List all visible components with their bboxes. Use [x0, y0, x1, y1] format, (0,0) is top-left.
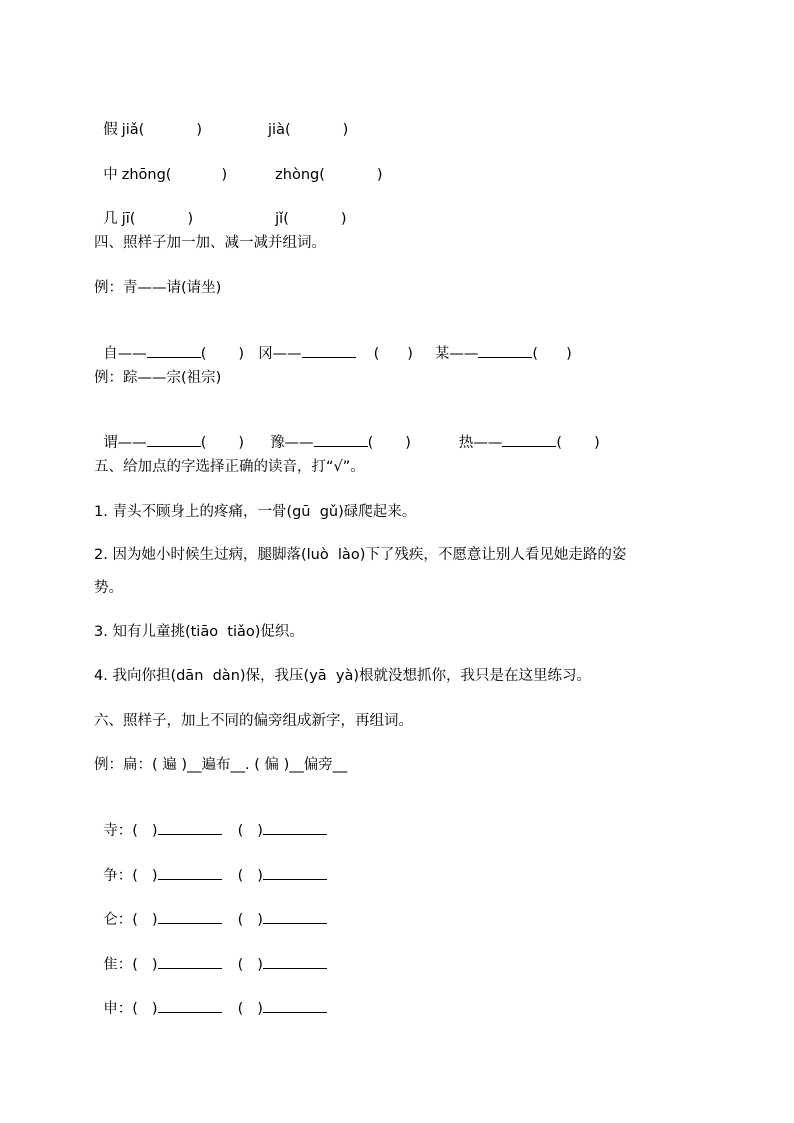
section5-item-3: 3. 知有儿童挑(tiāo tiǎo)促织。	[94, 624, 304, 640]
answer-blank[interactable]	[147, 432, 201, 447]
answer-blank[interactable]	[158, 820, 222, 835]
word-prefix: 自——	[103, 346, 147, 362]
radical-char: 申	[103, 1001, 118, 1017]
radical-row: 仑：( ) ( )	[94, 889, 327, 930]
section5-title: 五、给加点的字选择正确的读音，打“√”。	[94, 459, 365, 475]
answer-blank[interactable]	[314, 432, 368, 447]
radical-row: 隹：( ) ( )	[94, 934, 327, 975]
section4-example1: 例：青——请(请坐)	[94, 280, 222, 296]
section4-row2: 谓—— ( ) 豫—— ( ) 热—— ( )	[94, 412, 600, 453]
radical-row: 寺：( ) ( )	[94, 800, 327, 841]
section5-item-4: 4. 我向你担(dān dàn)保，我压(yā yà)根就没想抓你，我只是在这里练习。	[94, 668, 591, 684]
radical-row: 申：( ) ( )	[94, 978, 327, 1019]
pinyin-1: jī	[121, 211, 130, 227]
answer-blank[interactable]	[158, 865, 222, 880]
pinyin-1: jiǎ	[121, 122, 139, 138]
word-prefix: 热——	[458, 435, 503, 451]
answer-blank[interactable]	[158, 909, 222, 924]
answer-blank[interactable]	[263, 998, 327, 1013]
section5-item-2: 2. 因为她小时候生过病，腿脚落(luò lào)下了残疾，不愿意让别人看见她走路的姿	[94, 547, 627, 563]
pinyin-2: jǐ	[275, 211, 284, 227]
section4-example2: 例：踪——宗(祖宗)	[94, 370, 222, 386]
answer-blank[interactable]	[478, 343, 532, 358]
pinyin-char: 几	[103, 211, 118, 227]
pinyin-2: jià	[268, 122, 285, 138]
answer-blank[interactable]	[147, 343, 201, 358]
word-prefix: 谓——	[103, 435, 147, 451]
word-prefix: 某——	[434, 346, 479, 362]
pinyin-1: zhōng	[121, 167, 166, 183]
answer-blank[interactable]	[302, 343, 356, 358]
answer-blank[interactable]	[502, 432, 556, 447]
pinyin-2: zhòng	[275, 167, 320, 183]
word-prefix: 豫——	[270, 435, 314, 451]
pinyin-row-3: 几 jī( ) jǐ( )	[103, 211, 347, 227]
section5-item-2-cont: 势。	[94, 580, 123, 596]
pinyin-row-1: 假 jiǎ( ) jià( )	[103, 122, 349, 138]
answer-blank[interactable]	[158, 998, 222, 1013]
answer-blank[interactable]	[263, 865, 327, 880]
radical-char: 争	[103, 868, 118, 884]
section4-row1: 自—— ( ) 冈—— ( ) 某—— ( )	[94, 323, 572, 364]
radical-char: 隹	[103, 957, 118, 973]
radical-char: 仑	[103, 912, 118, 928]
answer-blank[interactable]	[263, 820, 327, 835]
section6-example: 例：扁：( 遍 )__遍布__. ( 偏 )__偏旁__	[94, 757, 348, 773]
answer-blank[interactable]	[158, 954, 222, 969]
section5-item-1: 1. 青头不顾身上的疼痛，一骨(gū gǔ)碌爬起来。	[94, 504, 417, 520]
word-prefix: 冈——	[258, 346, 302, 362]
radical-char: 寺	[103, 823, 118, 839]
pinyin-char: 假	[103, 122, 118, 138]
pinyin-row-2: 中 zhōng( ) zhòng( )	[103, 167, 383, 183]
section6-title: 六、照样子，加上不同的偏旁组成新字，再组词。	[94, 713, 413, 729]
section4-title: 四、照样子加一加、减一减并组词。	[94, 235, 326, 251]
radical-row: 争：( ) ( )	[94, 845, 327, 886]
answer-blank[interactable]	[263, 909, 327, 924]
pinyin-char: 中	[103, 167, 118, 183]
answer-blank[interactable]	[263, 954, 327, 969]
